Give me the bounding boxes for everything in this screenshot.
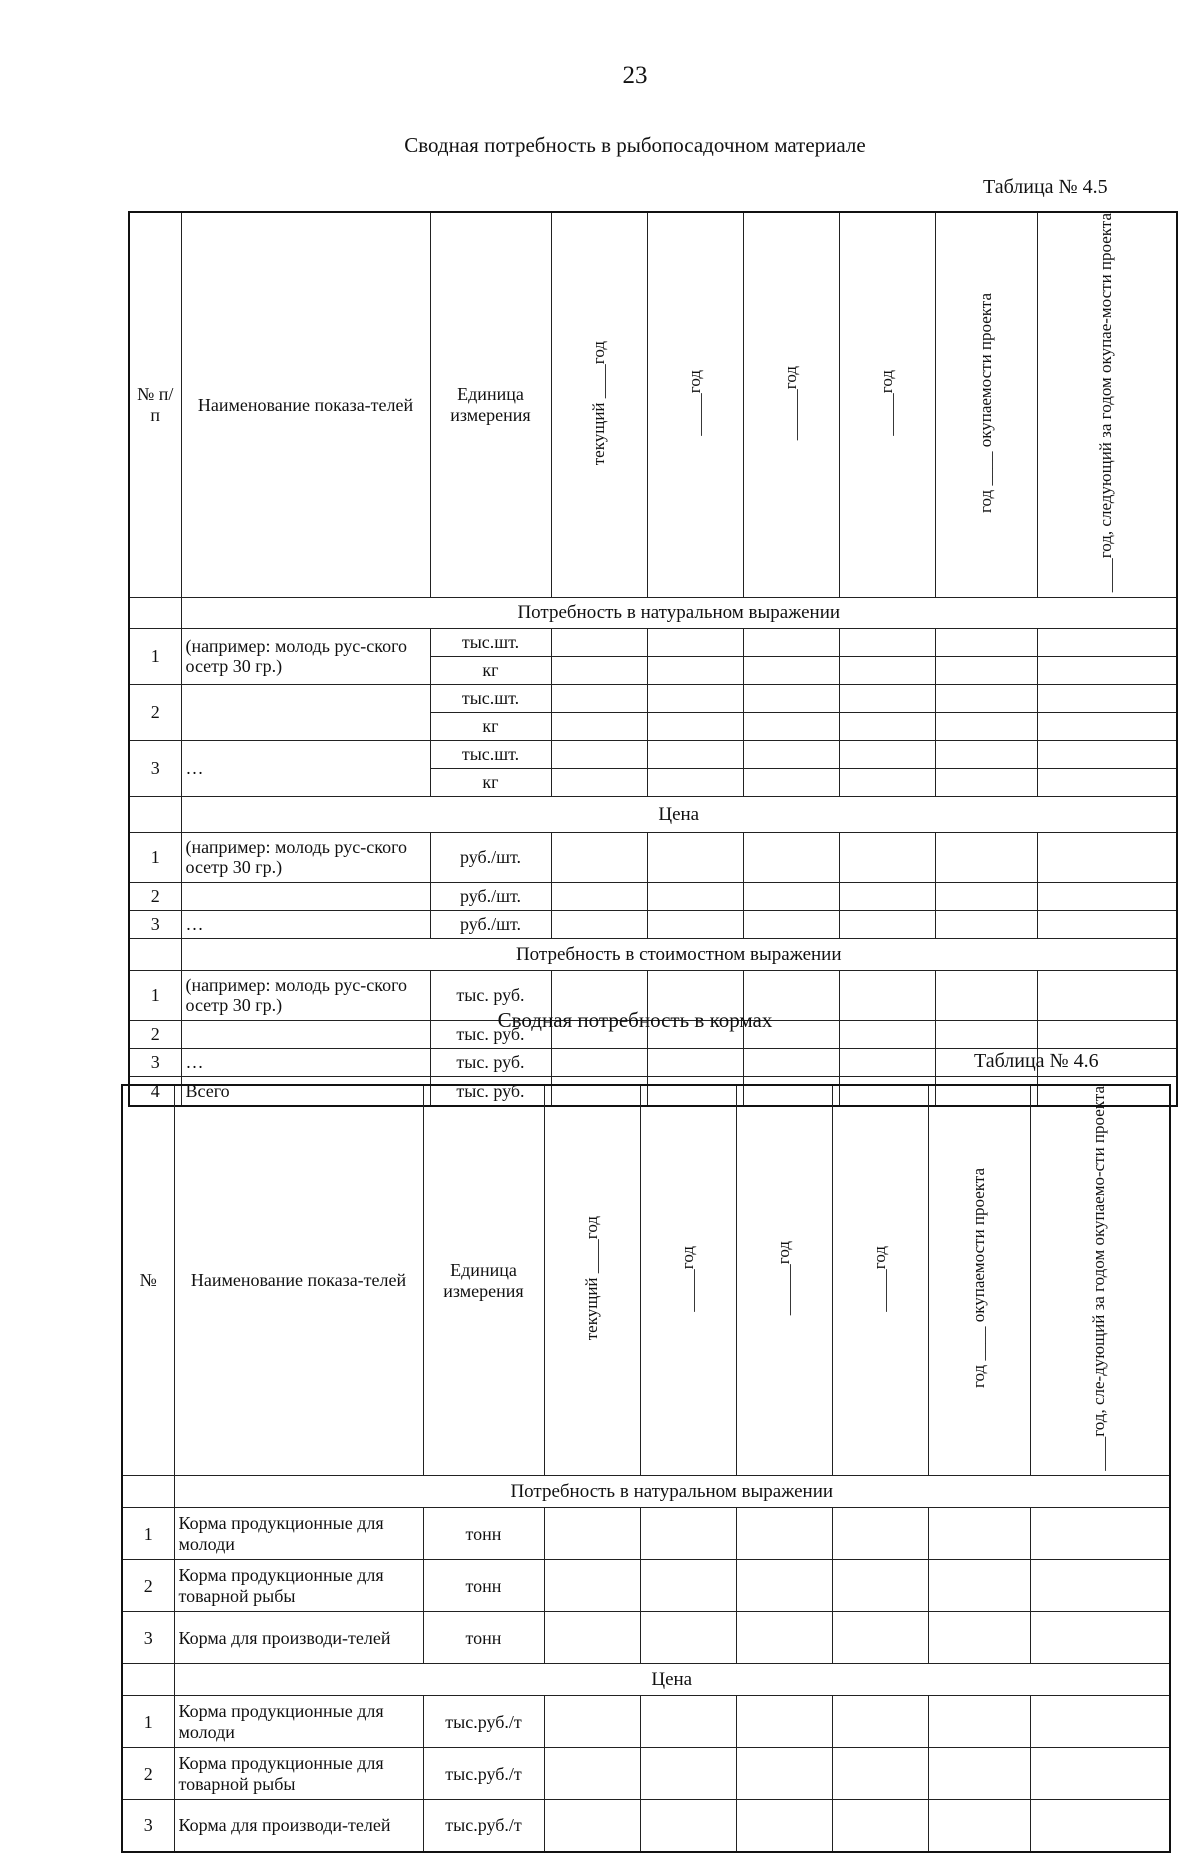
table-row: 2 Корма продукционные для товарной рыбы тонн — [122, 1560, 1170, 1612]
header-row — [122, 1085, 1170, 1476]
section-price: Цена — [181, 796, 1177, 832]
header-year-4: _____год — [869, 1245, 889, 1312]
section-price: Цена — [174, 1664, 1170, 1696]
table-4-5-caption: Сводная потребность в рыбопосадочном материале — [404, 133, 866, 157]
section-natural: Потребность в натуральном выражении — [174, 1476, 1170, 1508]
header-name: Наименование показа-телей — [174, 1085, 423, 1476]
table-row: 3 … руб./шт. — [129, 910, 1177, 938]
header-year-after-payback: ____год, следующий за годом окупае-мости проекта — [1096, 213, 1116, 593]
header-year-1: текущий ____год — [588, 340, 608, 465]
table-row: 1 (например: молодь рус-ского осетр 30 гр.) тыс. руб. — [129, 970, 1177, 1020]
header-year-payback: год ____ окупаемости проекта — [968, 1168, 988, 1389]
table-row: 3 Корма для производи-телей тонн — [122, 1612, 1170, 1664]
table-row: 1 Корма продукционные для молоди тыс.руб./т — [122, 1696, 1170, 1748]
table-row: 3 Корма для производи-телей тыс.руб./т — [122, 1800, 1170, 1852]
header-year-3: ______год — [780, 365, 800, 440]
table-4-5: № п/п Наименование показа-телей Единица измерения текущий ____год _____год ______год _____год год ____ окупаемости проекта ____год, следующий за годом окупае-мости проекта Потребность в натуральном выражении 1 (например: молодь рус-ского осетр 30 гр.) тыс.шт. кг 2 тыс.шт. кг 3 … тыс.шт. кг Цена 1 (например: молодь рус-ского осетр 30 гр.) руб./шт. 2 руб./шт. 3 … руб./шт. Потребность в стоимостном выражении 1 (например: молодь рус-ского осетр 30 гр.) тыс. руб. 2 тыс. руб. 3 … тыс. руб. 4 Всего тыс. руб. — [128, 211, 1178, 1107]
table-row: 2 руб./шт. — [129, 882, 1177, 910]
table-row: 3 … тыс.шт. — [129, 740, 1177, 768]
header-year-payback: год ____ окупаемости проекта — [975, 292, 995, 513]
header-unit: Единица измерения — [430, 212, 551, 597]
table-row: 2 тыс. руб. — [129, 1020, 1177, 1048]
table-4-6 — [121, 1084, 1171, 1853]
header-year-1: текущий ____год — [581, 1216, 601, 1341]
header-year-2: _____год — [684, 369, 704, 436]
header-year-2: _____год — [677, 1245, 697, 1312]
table-row: 2 тыс.шт. — [129, 684, 1177, 712]
header-year-3: ______год — [773, 1241, 793, 1316]
header-year-after-payback: ____год, сле-дующий за годом окупаемо-сти проекта — [1089, 1086, 1109, 1471]
section-cost: Потребность в стоимостном выражении — [181, 938, 1177, 970]
table-4-6-label: Таблица № 4.6 — [974, 1050, 1099, 1072]
table-row: 1 (например: молодь рус-ского осетр 30 гр.) руб./шт. — [129, 832, 1177, 882]
table-row: 3 … тыс. руб. — [129, 1048, 1177, 1076]
header-unit: Единица измерения — [423, 1085, 544, 1476]
header-year-4: _____год — [876, 369, 896, 436]
table-row: 1 Корма продукционные для молоди тонн — [122, 1508, 1170, 1560]
table-4-5-label: Таблица № 4.5 — [983, 176, 1108, 198]
table-4-6-caption: Сводная потребность в кормах — [497, 1008, 773, 1032]
section-natural: Потребность в натуральном выражении — [181, 597, 1177, 628]
header-name: Наименование показа-телей — [181, 212, 430, 597]
table-row: 1 (например: молодь рус-ского осетр 30 гр.) тыс.шт. — [129, 628, 1177, 656]
table-row-total: 4 Всего тыс. руб. — [129, 1076, 1177, 1106]
header-num: № — [122, 1085, 174, 1476]
page-number: 23 — [622, 62, 648, 89]
header-row — [129, 212, 1177, 597]
header-num: № п/п — [129, 212, 181, 597]
table-row: 2 Корма продукционные для товарной рыбы тыс.руб./т — [122, 1748, 1170, 1800]
